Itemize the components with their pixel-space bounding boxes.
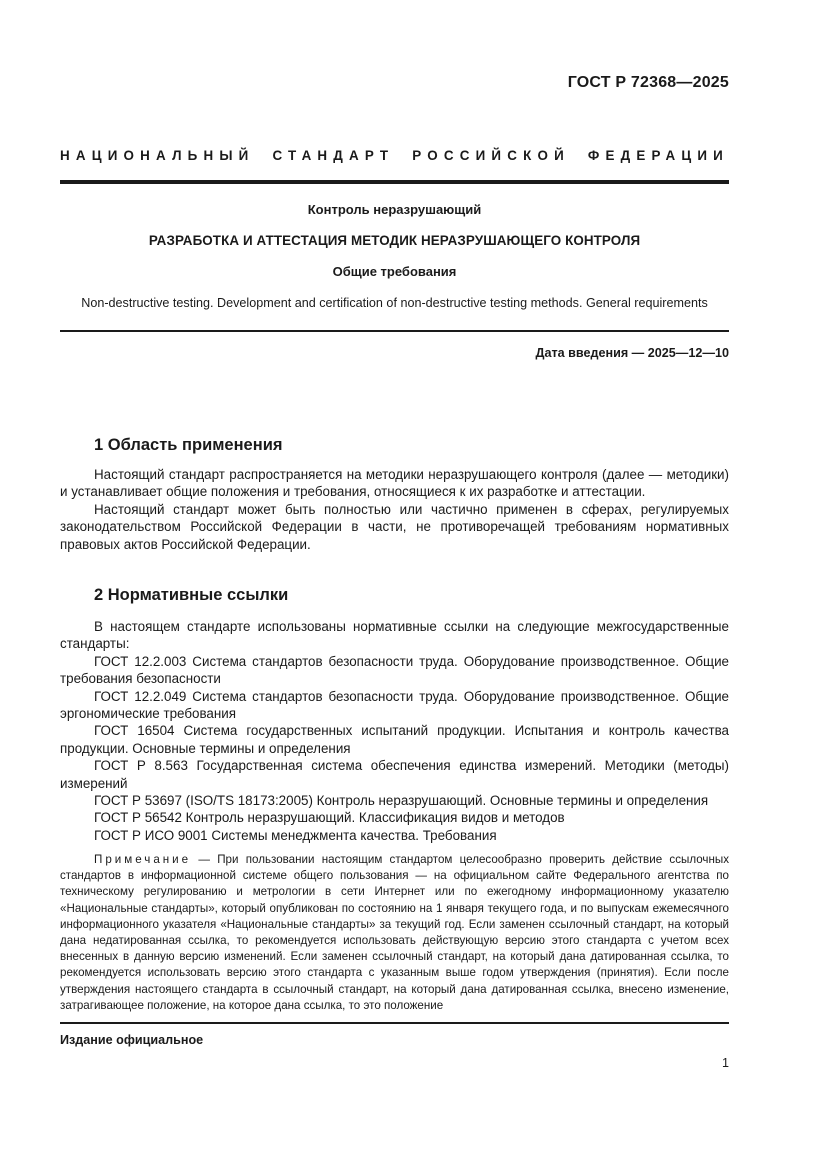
document-code: ГОСТ Р 72368—2025 xyxy=(567,74,729,91)
section-2-body xyxy=(60,618,729,844)
title-subtitle: Общие требования xyxy=(332,264,457,279)
title-subject: Контроль неразрушающий xyxy=(307,202,482,217)
header-divider xyxy=(60,180,729,184)
reference-item: ГОСТ Р 56542 Контроль неразрушающий. Классификация видов и методов xyxy=(94,810,565,826)
title-english: Non-destructive testing. Development and certification of non-destructive testing methods. General requirements xyxy=(81,296,708,310)
title-divider xyxy=(60,330,729,332)
reference-item: ГОСТ 12.2.049 Система стандартов безопасности труда. Оборудование производственное. Общие эргономические требования xyxy=(60,688,729,722)
title-main: РАЗРАБОТКА И АТТЕСТАЦИЯ МЕТОДИК НЕРАЗРУШАЮЩЕГО КОНТРОЛЯ xyxy=(148,233,641,248)
section-1-heading: 1 Область применения xyxy=(94,436,283,454)
section-1-body xyxy=(60,466,729,553)
reference-item: ГОСТ 16504 Система государственных испытаний продукции. Испытания и контроль качества продукции. Основные термины и определения xyxy=(60,723,729,756)
introduction-date: Дата введения — 2025—12—10 xyxy=(535,346,729,360)
page-number: 1 xyxy=(721,1056,729,1070)
section-1-paragraph: Настоящий стандарт может быть полностью или частично применен в сферах, регулируемых законодательством Российской Федерации в части, не противоречащей требованиям нормативных правовых актов Российской Федерации. xyxy=(60,501,729,552)
note-text: — При пользовании настоящим стандартом целесообразно проверить действие ссылочных стандартов в информационной системе общего пользования — на официальном сайте Федерального агентства по техническому регулированию и метрологии в сети Интернет или по ежегодному информационному указателю «Национальные стандарты», который опубликован по состоянию на 1 января текущего года, и по выпускам ежемесячного информационного указателя «Национальные стандарты» за текущий год. Если заменен ссылочный стандарт, на который дана недатированная ссылка, то рекомендуется использовать действующую версию этого стандарта с учетом всех внесенных в данную версию изменений. Если заменен ссылочный стандарт, на который дана датированная ссылка, то рекомендуется использовать версию этого стандарта с указанным выше годом утверждения (принятия). Если после утверждения настоящего стандарта в ссылочный стандарт, на который дана датированная ссылка, внесено изменение, затрагивающее положение, на которое дана ссылка, то это положение xyxy=(60,853,729,1012)
footer-divider xyxy=(60,1022,729,1024)
section-2-heading: 2 Нормативные ссылки xyxy=(94,586,289,604)
reference-item: ГОСТ Р ИСО 9001 Системы менеджмента качества. Требования xyxy=(94,827,497,843)
reference-item: ГОСТ 12.2.003 Система стандартов безопасности труда. Оборудование производственное. Общие требования безопасности xyxy=(60,653,729,687)
document-page xyxy=(60,0,729,1169)
reference-item: ГОСТ Р 8.563 Государственная система обеспечения единства измерений. Методики (методы) измерений xyxy=(60,758,729,791)
section-1-paragraph: Настоящий стандарт распространяется на методики неразрушающего контроля (далее — методики) и устанавливает общие положения и требования, относящиеся к их разработке и аттестации. xyxy=(60,467,729,500)
edition-label: Издание официальное xyxy=(60,1033,204,1047)
note-label: Примечание xyxy=(94,853,192,866)
section-2-intro: В настоящем стандарте использованы нормативные ссылки на следующие межгосударственные стандарты: xyxy=(60,619,729,652)
national-standard-banner: НАЦИОНАЛЬНЫЙ СТАНДАРТ РОССИЙСКОЙ ФЕДЕРАЦИИ xyxy=(60,148,729,163)
references-note xyxy=(60,852,729,1014)
reference-item: ГОСТ Р 53697 (ISO/TS 18173:2005) Контроль неразрушающий. Основные термины и определения xyxy=(94,793,709,809)
